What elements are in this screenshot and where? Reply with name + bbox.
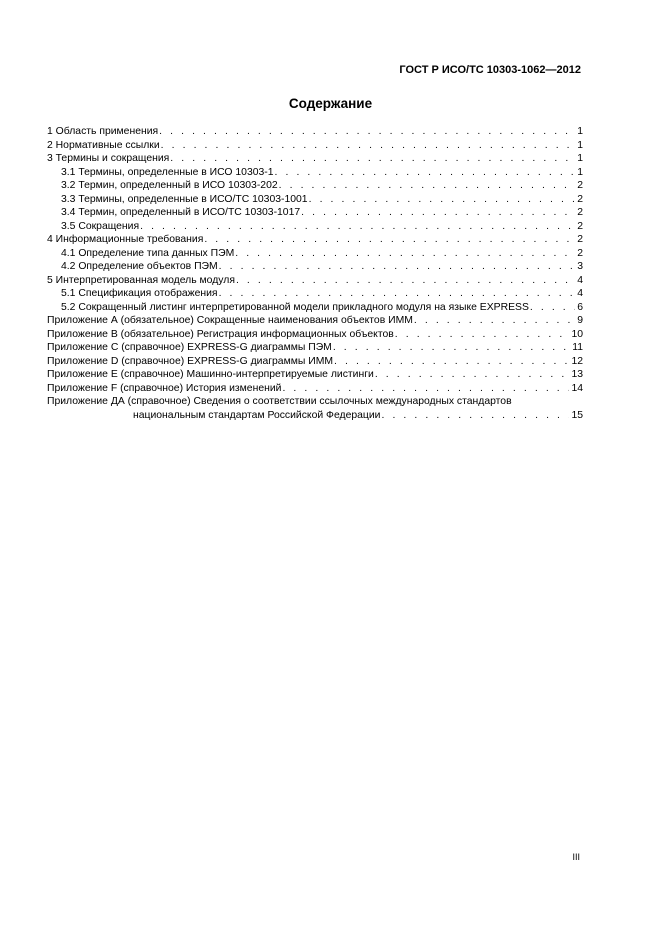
toc-entry-page: 4 <box>577 288 583 299</box>
toc-dot-leader <box>414 314 575 328</box>
toc-entry[interactable] <box>47 395 583 422</box>
toc-entry-label: 5.1 Спецификация отображения <box>61 288 218 299</box>
toc-entry[interactable] <box>47 274 583 288</box>
toc-dot-leader <box>279 179 576 193</box>
toc-dot-leader <box>275 166 576 180</box>
toc-entry[interactable] <box>47 301 583 315</box>
toc-entry-label: Приложение Е (справочное) Машинно-интерпретируемые листинги <box>47 369 374 380</box>
toc-entry-label: Приложение В (обязательное) Регистрация информационных объектов <box>47 328 394 340</box>
toc-dot-leader <box>381 409 569 423</box>
toc-entry[interactable] <box>47 341 583 355</box>
toc-entry[interactable] <box>47 125 583 139</box>
toc-dot-leader <box>301 206 575 220</box>
toc-entry-page: 1 <box>577 139 583 151</box>
toc-dot-leader <box>282 382 569 396</box>
toc-entry-page: 13 <box>571 369 583 380</box>
toc-entry-label: 3.1 Термины, определенные в ИСО 10303-1 <box>61 166 274 178</box>
toc-entry-page: 1 <box>577 126 583 137</box>
toc-entry-label: 3.3 Термины, определенные в ИСО/ТС 10303-1001 <box>61 193 308 205</box>
toc-entry[interactable] <box>47 247 583 261</box>
toc-entry-page: 9 <box>577 315 583 326</box>
toc-entry-page: 10 <box>571 328 583 340</box>
toc-entry-page: 14 <box>571 382 583 394</box>
toc-entry[interactable] <box>47 368 583 382</box>
toc-entry-label: Приложение С (справочное) EXPRESS-G диаграммы ПЭМ <box>47 342 332 353</box>
toc-entry[interactable] <box>47 233 583 247</box>
toc-dot-leader <box>140 220 575 234</box>
toc-entry-continuation <box>47 409 583 423</box>
toc-entry-label: 3.2 Термин, определенный в ИСО 10303-202 <box>61 180 278 191</box>
toc-entry[interactable] <box>47 220 583 234</box>
toc-entry-label: 3.5 Сокращения <box>61 220 140 232</box>
toc-entry-label: 5.2 Сокращенный листинг интерпретированной модели прикладного модуля на языке EXPRESS <box>61 301 529 313</box>
document-code: ГОСТ Р ИСО/ТС 10303-1062—2012 <box>399 64 581 76</box>
toc-entry[interactable] <box>47 355 583 369</box>
toc-dot-leader <box>219 287 576 301</box>
toc-entry[interactable] <box>47 314 583 328</box>
toc-entry[interactable] <box>47 382 583 396</box>
toc-entry-label: 4 Информационные требования <box>47 234 204 245</box>
toc-dot-leader <box>333 341 570 355</box>
toc-dot-leader <box>170 152 575 166</box>
toc-entry-label-continuation: национальным стандартам Российской Федерации <box>133 409 381 421</box>
toc-entry[interactable] <box>47 179 583 193</box>
toc-entry-page: 6 <box>577 301 583 313</box>
toc-dot-leader <box>395 328 570 342</box>
toc-entry-page: 4 <box>577 274 583 286</box>
toc-dot-leader <box>161 139 576 153</box>
toc-entry[interactable] <box>47 260 583 274</box>
table-of-contents <box>47 125 583 422</box>
toc-entry-page: 2 <box>577 193 583 205</box>
toc-dot-leader <box>204 233 575 247</box>
toc-entry-page: 2 <box>577 234 583 245</box>
toc-entry[interactable] <box>47 193 583 207</box>
toc-entry-label: 5 Интерпретированная модель модуля <box>47 274 235 286</box>
toc-dot-leader <box>375 368 570 382</box>
toc-entry-page: 11 <box>572 342 583 353</box>
toc-entry-page: 15 <box>571 409 583 421</box>
toc-entry-page: 3 <box>577 261 583 272</box>
toc-entry-label: 2 Нормативные ссылки <box>47 139 160 151</box>
toc-entry-page: 2 <box>577 180 583 191</box>
toc-entry-label: 3 Термины и сокращения <box>47 153 170 164</box>
toc-entry[interactable] <box>47 287 583 301</box>
toc-entry[interactable] <box>47 166 583 180</box>
toc-entry-page: 2 <box>577 207 583 218</box>
toc-entry-page: 1 <box>577 153 583 164</box>
toc-entry-label: Приложение F (справочное) История изменений <box>47 382 282 394</box>
toc-dot-leader <box>219 260 576 274</box>
toc-dot-leader <box>334 355 569 369</box>
toc-entry-label: Приложение А (обязательное) Сокращенные наименования объектов ИММ <box>47 315 413 326</box>
toc-entry[interactable] <box>47 152 583 166</box>
toc-entry[interactable] <box>47 328 583 342</box>
toc-entry[interactable] <box>47 206 583 220</box>
toc-dot-leader <box>235 247 575 261</box>
toc-dot-leader <box>159 125 575 139</box>
toc-entry-page: 2 <box>577 247 583 259</box>
toc-dot-leader <box>236 274 575 288</box>
toc-entry-label: Приложение D (справочное) EXPRESS-G диаграммы ИММ <box>47 355 334 367</box>
toc-entry-label: 3.4 Термин, определенный в ИСО/ТС 10303-1017 <box>61 207 301 218</box>
page-number: III <box>572 852 580 862</box>
toc-entry-page: 12 <box>571 355 583 367</box>
toc-entry-page: 2 <box>577 220 583 232</box>
toc-entry-label: Приложение ДА (справочное) Сведения о соответствии ссылочных международных стандартов <box>47 396 512 407</box>
toc-entry-label: 1 Область применения <box>47 126 159 137</box>
toc-entry[interactable] <box>47 139 583 153</box>
toc-dot-leader <box>530 301 575 315</box>
toc-entry-label: 4.1 Определение типа данных ПЭМ <box>61 247 235 259</box>
toc-title: Содержание <box>288 96 373 111</box>
toc-entry-page: 1 <box>577 166 583 178</box>
toc-entry-label: 4.2 Определение объектов ПЭМ <box>61 261 218 272</box>
toc-dot-leader <box>309 193 576 207</box>
